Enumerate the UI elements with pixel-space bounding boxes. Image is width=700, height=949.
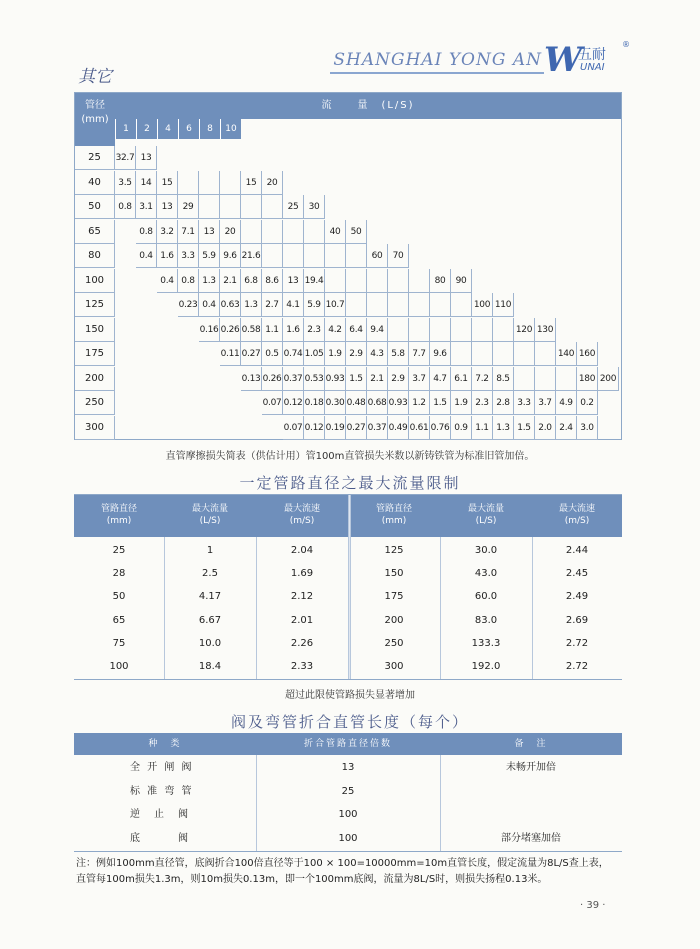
loss-cell: 0.49 bbox=[388, 416, 409, 440]
max-flow-cell: 2.72 bbox=[565, 637, 589, 649]
loss-cell: 0.68 bbox=[367, 391, 388, 415]
valve-remark bbox=[440, 804, 622, 826]
loss-cell: 2.1 bbox=[220, 269, 241, 293]
loss-cell: 1.5 bbox=[430, 391, 451, 415]
loss-cell bbox=[262, 220, 283, 244]
valve-type: 逆 止 阀 bbox=[130, 809, 190, 820]
loss-cell: 0.23 bbox=[178, 293, 199, 317]
loss-cell: 0.9 bbox=[451, 416, 472, 440]
max-flow-cell: 28 bbox=[112, 568, 126, 580]
loss-cell bbox=[430, 293, 451, 317]
row-diameter: 80 bbox=[75, 244, 115, 268]
max-flow-cell: 18.4 bbox=[198, 661, 222, 672]
valve-multiple: 25 bbox=[341, 785, 355, 797]
valve-header-cell: 备 注 bbox=[440, 733, 622, 755]
max-flow-cell: 2.33 bbox=[290, 661, 314, 672]
max-flow-cell: 2.44 bbox=[565, 545, 589, 556]
row-diameter: 175 bbox=[75, 342, 115, 366]
max-flow-cell: 65 bbox=[112, 614, 126, 626]
header-line: (m/S) bbox=[289, 516, 315, 526]
loss-cell: 25 bbox=[283, 195, 304, 219]
loss-cell: 140 bbox=[556, 342, 577, 366]
max-flow-cell: 4.17 bbox=[198, 591, 222, 603]
max-flow-header-cell bbox=[256, 495, 348, 537]
loss-cell bbox=[514, 367, 535, 391]
loss-cell: 2.7 bbox=[262, 293, 283, 317]
loss-cell bbox=[409, 318, 430, 342]
loss-cell bbox=[325, 269, 346, 293]
max-flow-cell: 2.26 bbox=[290, 637, 314, 649]
loss-cell: 1.6 bbox=[283, 318, 304, 342]
loss-cell bbox=[367, 293, 388, 317]
max-flow-cell: 300 bbox=[384, 661, 404, 672]
max-flow-cell: 1.69 bbox=[290, 568, 314, 580]
loss-cell bbox=[367, 269, 388, 293]
loss-cell: 0.07 bbox=[262, 391, 283, 415]
loss-cell: 1.9 bbox=[325, 342, 346, 366]
max-flow-header-cell bbox=[348, 495, 440, 537]
company-logo bbox=[544, 40, 634, 78]
flow-header: 流 量 (L/S) bbox=[115, 93, 621, 119]
note-line-1: 注：例如100mm直径管，底阀折合100倍直径等于100 × 100=10000mm=10m直管长度，假定流量为8L/S查上表， bbox=[76, 858, 609, 869]
flow-subheader-cell: 4 bbox=[157, 119, 178, 139]
valve-remark: 未畅开加倍 bbox=[506, 762, 556, 773]
loss-cell: 0.93 bbox=[388, 391, 409, 415]
loss-cell: 13 bbox=[157, 195, 178, 219]
loss-cell: 2.8 bbox=[493, 391, 514, 415]
loss-cell: 9.6 bbox=[430, 342, 451, 366]
loss-cell: 20 bbox=[262, 171, 283, 195]
loss-cell: 1.5 bbox=[346, 367, 367, 391]
loss-cell: 4.7 bbox=[430, 367, 451, 391]
loss-cell: 2.3 bbox=[304, 318, 325, 342]
valve-type: 底 阀 bbox=[130, 832, 190, 844]
header-line: (L/S) bbox=[199, 516, 221, 526]
loss-cell: 0.4 bbox=[157, 269, 178, 293]
max-flow-cell: 30.0 bbox=[474, 545, 498, 556]
loss-cell: 32.7 bbox=[115, 146, 136, 170]
max-flow-cell: 2.45 bbox=[565, 568, 589, 580]
loss-cell: 0.4 bbox=[199, 293, 220, 317]
loss-cell: 6.4 bbox=[346, 318, 367, 342]
loss-cell: 2.3 bbox=[472, 391, 493, 415]
max-flow-caption: 超过此限使管路损失显著增加 bbox=[285, 690, 415, 701]
loss-cell bbox=[283, 244, 304, 268]
loss-cell: 10.7 bbox=[325, 293, 346, 317]
loss-cell bbox=[262, 244, 283, 268]
logo-en: UNAI bbox=[580, 62, 605, 73]
loss-cell bbox=[262, 195, 283, 219]
loss-cell: 2.1 bbox=[367, 367, 388, 391]
loss-cell: 0.27 bbox=[241, 342, 262, 366]
max-flow-cell: 2.5 bbox=[202, 568, 218, 580]
loss-cell: 90 bbox=[451, 269, 472, 293]
loss-cell: 0.19 bbox=[325, 416, 346, 440]
company-name: SHANGHAI YONG AN bbox=[333, 50, 542, 70]
loss-cell: 2.9 bbox=[346, 342, 367, 366]
valve-multiple: 13 bbox=[341, 762, 355, 773]
loss-cell: 4.3 bbox=[367, 342, 388, 366]
loss-cell: 0.8 bbox=[178, 269, 199, 293]
loss-cell bbox=[220, 171, 241, 195]
loss-cell: 3.0 bbox=[577, 416, 598, 440]
max-flow-cell: 2.04 bbox=[290, 545, 314, 556]
loss-cell: 0.5 bbox=[262, 342, 283, 366]
loss-cell bbox=[325, 244, 346, 268]
loss-cell: 0.07 bbox=[283, 416, 304, 440]
max-flow-cell: 2.72 bbox=[565, 661, 589, 672]
loss-cell: 0.30 bbox=[325, 391, 346, 415]
logo-registered-mark: ® bbox=[622, 40, 630, 49]
loss-cell: 4.9 bbox=[556, 391, 577, 415]
flow-subheader-cell: 2 bbox=[136, 119, 157, 139]
max-flow-cell: 200 bbox=[384, 614, 404, 626]
loss-cell: 20 bbox=[220, 220, 241, 244]
loss-cell bbox=[451, 342, 472, 366]
loss-cell: 0.76 bbox=[430, 416, 451, 440]
max-flow-cell: 25 bbox=[112, 545, 126, 556]
max-flow-cell: 133.3 bbox=[471, 637, 501, 649]
valve-multiple: 100 bbox=[338, 809, 358, 820]
loss-cell: 2.0 bbox=[535, 416, 556, 440]
note-line-2: 直管每100m损失1.3m，则10m损失0.13m，即一个100mm底阀，流量为8L/S时，则损失扬程0.13米。 bbox=[76, 874, 548, 885]
loss-cell: 0.61 bbox=[409, 416, 430, 440]
loss-cell: 0.2 bbox=[577, 391, 598, 415]
loss-cell: 0.53 bbox=[304, 367, 325, 391]
max-flow-cell: 2.49 bbox=[565, 591, 589, 603]
loss-cell: 0.11 bbox=[220, 342, 241, 366]
row-diameter: 150 bbox=[75, 318, 115, 342]
max-flow-cell: 43.0 bbox=[474, 568, 498, 580]
row-diameter: 25 bbox=[75, 146, 115, 170]
loss-cell bbox=[241, 220, 262, 244]
flow-subheader-cell: 1 bbox=[115, 119, 136, 139]
loss-cell: 9.4 bbox=[367, 318, 388, 342]
loss-cell: 0.48 bbox=[346, 391, 367, 415]
max-flow-cell: 83.0 bbox=[474, 614, 498, 626]
valve-multiple: 100 bbox=[338, 832, 358, 844]
loss-cell bbox=[304, 220, 325, 244]
loss-cell: 0.27 bbox=[346, 416, 367, 440]
valve-type: 全 开 闸 阀 bbox=[130, 762, 194, 773]
loss-cell: 3.3 bbox=[178, 244, 199, 268]
loss-cell: 120 bbox=[514, 318, 535, 342]
loss-cell: 5.9 bbox=[199, 244, 220, 268]
max-flow-cell: 75 bbox=[112, 637, 126, 649]
flow-subheader-cell: 10 bbox=[220, 119, 241, 139]
diameter-header-line: (mm) bbox=[81, 114, 109, 125]
friction-table-caption: 直管摩擦损失简表（供估计用）管100m直管损失米数以新铸铁管为标准旧管加倍。 bbox=[165, 451, 535, 462]
row-diameter: 40 bbox=[75, 171, 115, 195]
loss-cell: 1.1 bbox=[262, 318, 283, 342]
max-flow-header-cell bbox=[440, 495, 532, 537]
loss-cell: 0.74 bbox=[283, 342, 304, 366]
loss-cell: 50 bbox=[346, 220, 367, 244]
valve-table bbox=[74, 733, 622, 852]
loss-cell: 2.9 bbox=[388, 367, 409, 391]
loss-cell: 0.18 bbox=[304, 391, 325, 415]
loss-cell: 0.58 bbox=[241, 318, 262, 342]
friction-table-header bbox=[75, 93, 621, 146]
loss-cell: 4.2 bbox=[325, 318, 346, 342]
loss-cell bbox=[472, 342, 493, 366]
loss-cell: 13 bbox=[283, 269, 304, 293]
loss-cell bbox=[346, 244, 367, 268]
logo-letter: W bbox=[544, 40, 583, 80]
row-diameter: 65 bbox=[75, 220, 115, 244]
header-line: (L/S) bbox=[475, 516, 497, 526]
section-title: 其它 bbox=[78, 67, 112, 87]
loss-cell: 6.8 bbox=[241, 269, 262, 293]
loss-cell: 8.6 bbox=[262, 269, 283, 293]
max-flow-table bbox=[74, 494, 622, 680]
header-line: (m/S) bbox=[564, 516, 590, 526]
loss-cell: 1.3 bbox=[199, 269, 220, 293]
loss-cell: 70 bbox=[388, 244, 409, 268]
loss-cell: 0.93 bbox=[325, 367, 346, 391]
flow-subheader bbox=[115, 119, 241, 139]
loss-cell: 0.12 bbox=[304, 416, 325, 440]
header-line: 最大流量 bbox=[467, 504, 504, 514]
max-flow-cell: 192.0 bbox=[471, 661, 501, 672]
max-flow-cell: 2.12 bbox=[290, 591, 314, 603]
loss-cell: 0.12 bbox=[283, 391, 304, 415]
loss-cell: 3.2 bbox=[157, 220, 178, 244]
note bbox=[76, 856, 636, 888]
loss-cell bbox=[283, 220, 304, 244]
max-flow-cell: 6.67 bbox=[198, 614, 222, 626]
loss-cell: 1.6 bbox=[157, 244, 178, 268]
loss-cell: 0.4 bbox=[136, 244, 157, 268]
loss-cell: 1.9 bbox=[451, 391, 472, 415]
loss-cell: 5.8 bbox=[388, 342, 409, 366]
max-flow-cell: 125 bbox=[384, 545, 404, 556]
diameter-header-line: 管径 bbox=[85, 100, 105, 111]
max-flow-cell: 60.0 bbox=[474, 591, 498, 603]
loss-cell: 80 bbox=[430, 269, 451, 293]
max-flow-cell: 100 bbox=[109, 661, 129, 672]
header-line: (mm) bbox=[106, 516, 132, 526]
valve-remark bbox=[440, 781, 622, 803]
loss-cell: 19.4 bbox=[304, 269, 325, 293]
loss-cell bbox=[178, 171, 199, 195]
loss-cell: 15 bbox=[157, 171, 178, 195]
loss-cell: 7.7 bbox=[409, 342, 430, 366]
friction-loss-table bbox=[74, 92, 622, 440]
max-flow-header-cell bbox=[74, 495, 164, 537]
loss-cell: 0.8 bbox=[136, 220, 157, 244]
loss-cell: 7.1 bbox=[178, 220, 199, 244]
header-line: 最大流量 bbox=[191, 504, 228, 514]
loss-cell: 110 bbox=[493, 293, 514, 317]
loss-cell: 9.6 bbox=[220, 244, 241, 268]
loss-cell: 6.1 bbox=[451, 367, 472, 391]
max-flow-header-cell bbox=[164, 495, 256, 537]
max-flow-cell: 250 bbox=[384, 637, 404, 649]
valve-header-cell: 折合管路直径倍数 bbox=[256, 733, 440, 755]
valve-type: 标 准 弯 管 bbox=[130, 785, 194, 797]
row-diameter: 100 bbox=[75, 269, 115, 293]
flow-subheader-cell: 6 bbox=[178, 119, 199, 139]
loss-cell: 0.37 bbox=[283, 367, 304, 391]
max-flow-cell: 2.01 bbox=[290, 614, 314, 626]
row-diameter: 300 bbox=[75, 416, 115, 440]
loss-cell: 3.7 bbox=[409, 367, 430, 391]
loss-cell: 29 bbox=[178, 195, 199, 219]
loss-cell bbox=[409, 293, 430, 317]
loss-cell: 21.6 bbox=[241, 244, 262, 268]
loss-cell: 14 bbox=[136, 171, 157, 195]
loss-cell bbox=[430, 318, 451, 342]
loss-cell: 2.4 bbox=[556, 416, 577, 440]
max-flow-cell: 2.69 bbox=[565, 614, 589, 626]
loss-cell bbox=[346, 269, 367, 293]
loss-cell bbox=[346, 293, 367, 317]
loss-cell bbox=[241, 195, 262, 219]
loss-cell bbox=[409, 269, 430, 293]
loss-cell: 1.5 bbox=[514, 416, 535, 440]
loss-cell bbox=[304, 244, 325, 268]
loss-cell bbox=[514, 342, 535, 366]
loss-cell: 8.5 bbox=[493, 367, 514, 391]
loss-cell: 0.26 bbox=[220, 318, 241, 342]
loss-cell: 0.26 bbox=[262, 367, 283, 391]
loss-cell bbox=[199, 195, 220, 219]
max-flow-cell: 10.0 bbox=[198, 637, 222, 649]
loss-cell: 1.2 bbox=[409, 391, 430, 415]
max-flow-cell: 1 bbox=[206, 545, 214, 556]
max-flow-cell: 50 bbox=[112, 591, 126, 603]
loss-cell: 3.3 bbox=[514, 391, 535, 415]
loss-cell bbox=[388, 293, 409, 317]
loss-cell bbox=[493, 318, 514, 342]
page-number: · 39 · bbox=[580, 900, 606, 911]
loss-cell: 1.05 bbox=[304, 342, 325, 366]
loss-cell: 3.7 bbox=[535, 391, 556, 415]
loss-cell: 3.5 bbox=[115, 171, 136, 195]
row-diameter: 250 bbox=[75, 391, 115, 415]
header-rule bbox=[330, 72, 544, 74]
row-diameter: 50 bbox=[75, 195, 115, 219]
loss-cell: 0.37 bbox=[367, 416, 388, 440]
header-line: 管路直径 bbox=[100, 504, 137, 514]
valve-remark: 部分堵塞加倍 bbox=[501, 832, 561, 844]
max-flow-title: 一定管路直径之最大流量限制 bbox=[239, 474, 461, 492]
loss-cell: 30 bbox=[304, 195, 325, 219]
header-line: 最大流速 bbox=[558, 504, 595, 514]
loss-cell bbox=[388, 318, 409, 342]
header-line: (mm) bbox=[381, 516, 407, 526]
loss-cell: 0.13 bbox=[241, 367, 262, 391]
loss-cell: 0.63 bbox=[220, 293, 241, 317]
loss-cell: 1.1 bbox=[472, 416, 493, 440]
loss-cell: 40 bbox=[325, 220, 346, 244]
loss-cell bbox=[472, 318, 493, 342]
loss-cell: 0.8 bbox=[115, 195, 136, 219]
loss-cell: 160 bbox=[577, 342, 598, 366]
logo-cn: 五耐 bbox=[578, 47, 606, 63]
header-line: 管路直径 bbox=[375, 504, 412, 514]
loss-cell: 3.1 bbox=[136, 195, 157, 219]
flow-subheader-cell: 8 bbox=[199, 119, 220, 139]
loss-cell bbox=[556, 367, 577, 391]
loss-cell bbox=[535, 367, 556, 391]
loss-cell: 13 bbox=[136, 146, 157, 170]
loss-cell bbox=[451, 293, 472, 317]
loss-cell: 100 bbox=[472, 293, 493, 317]
loss-cell: 7.2 bbox=[472, 367, 493, 391]
loss-cell: 1.3 bbox=[493, 416, 514, 440]
loss-cell: 60 bbox=[367, 244, 388, 268]
loss-cell: 200 bbox=[598, 367, 619, 391]
loss-cell: 130 bbox=[535, 318, 556, 342]
valve-table-title: 阀及弯管折合直管长度（每个） bbox=[230, 713, 469, 731]
loss-cell: 1.3 bbox=[241, 293, 262, 317]
row-diameter: 200 bbox=[75, 367, 115, 391]
loss-cell: 180 bbox=[577, 367, 598, 391]
loss-cell bbox=[199, 171, 220, 195]
loss-cell: 15 bbox=[241, 171, 262, 195]
row-diameter: 125 bbox=[75, 293, 115, 317]
max-flow-cell: 175 bbox=[384, 591, 404, 603]
max-flow-header-cell bbox=[532, 495, 622, 537]
loss-cell bbox=[493, 342, 514, 366]
loss-cell bbox=[535, 342, 556, 366]
loss-cell: 0.16 bbox=[199, 318, 220, 342]
valve-header-cell: 种 类 bbox=[74, 733, 256, 755]
diameter-header bbox=[75, 93, 115, 146]
loss-cell: 4.1 bbox=[283, 293, 304, 317]
loss-cell: 13 bbox=[199, 220, 220, 244]
loss-cell bbox=[451, 318, 472, 342]
max-flow-cell: 150 bbox=[384, 568, 404, 580]
loss-cell: 5.9 bbox=[304, 293, 325, 317]
loss-cell bbox=[220, 195, 241, 219]
header-line: 最大流速 bbox=[283, 504, 320, 514]
loss-cell bbox=[388, 269, 409, 293]
